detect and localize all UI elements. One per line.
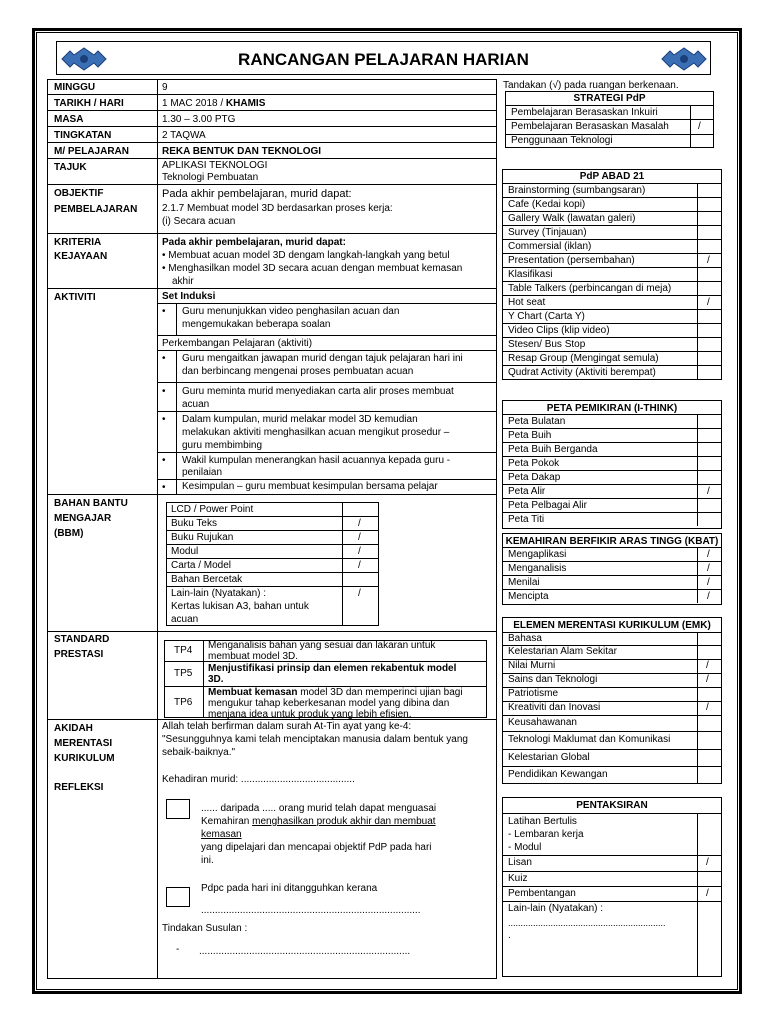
kbat-tick: / — [707, 591, 710, 602]
ditangguhkan-line: Pdpc pada hari ini ditangguhkan kerana — [201, 883, 378, 894]
ithink-title: PETA PEMIKIRAN (I-THINK) — [546, 403, 678, 414]
pentaksiran-tick-lisan: / — [706, 857, 709, 868]
perkembangan-item2-cont: acuan — [182, 399, 210, 410]
abad21-item: Brainstorming (sumbangsaran) — [508, 185, 646, 196]
abad21-item: Hot seat — [508, 297, 546, 308]
abad21-item: Y Chart (Carta Y) — [508, 311, 585, 322]
pentaksiran-lisan: Lisan — [508, 857, 532, 868]
pentaksiran-latihan: Latihan Bertulis — [508, 816, 577, 827]
ithink-item: Peta Buih — [508, 430, 552, 441]
bbm-item-bahan-bercetak: Bahan Bercetak — [171, 574, 243, 585]
emk-tick: / — [706, 660, 709, 671]
label-merentasi: MERENTASI — [54, 738, 113, 749]
page-title: RANCANGAN PELAJARAN HARIAN — [238, 50, 529, 69]
title-box — [56, 41, 711, 75]
bbm-tick-lain-lain: / — [358, 588, 361, 599]
emk-tick: / — [706, 702, 709, 713]
ornament-left-icon — [60, 46, 108, 72]
perkembangan-item5: Kesimpulan – guru membuat kesimpulan bersama pelajar — [182, 481, 438, 492]
bbm-tick-buku-teks: / — [358, 518, 361, 529]
emk-item: Bahasa — [508, 633, 542, 644]
label-standard: STANDARD — [54, 634, 110, 645]
ithink-item: Peta Bulatan — [508, 416, 566, 427]
kbat-tick: / — [707, 549, 710, 560]
refleksi-checkbox-1[interactable] — [166, 799, 190, 819]
abad21-item: Video Clips (klip video) — [508, 325, 610, 336]
bullet-icon: • — [162, 353, 166, 364]
label-aktiviti: AKTIVITI — [54, 292, 96, 303]
value-mata-pelajaran: REKA BENTUK DAN TEKNOLOGI — [162, 146, 322, 157]
kbat-item: Menilai — [508, 577, 540, 588]
abad21-item: Cafe (Kedai kopi) — [508, 199, 586, 210]
emk-item: Kelestarian Global — [508, 751, 590, 763]
label-tajuk: TAJUK — [54, 162, 87, 173]
label-prestasi: PRESTASI — [54, 649, 104, 660]
ithink-item: Peta Buih Berganda — [508, 444, 598, 455]
emk-item: Teknologi Maklumat dan Komunikasi — [508, 734, 671, 745]
perkembangan-item3-cont2: guru membimbing — [182, 440, 263, 451]
label-kurikulum: KURIKULUM — [54, 753, 115, 764]
tp4-line2: membuat model 3D. — [208, 651, 299, 662]
bbm-lain-detail: Kertas lukisan A3, bahan untuk — [171, 601, 309, 612]
perkembangan-item2: Guru meminta murid menyediakan carta alir proses membuat — [182, 386, 454, 397]
abad21-item: Stesen/ Bus Stop — [508, 339, 586, 350]
ithink-item: Peta Pokok — [508, 458, 560, 469]
label-pembelajaran: PEMBELAJARAN — [54, 204, 138, 215]
set-induksi-heading: Set Induksi — [162, 291, 216, 302]
pentaksiran-modul: - Modul — [508, 842, 542, 853]
tp6-line1: Membuat kemasan model 3D dan memperinci ujian bagi — [208, 687, 463, 698]
abad21-item: Gallery Walk (lawatan galeri) — [508, 213, 636, 224]
kehadiran-murid: Kehadiran murid: ......................................... — [162, 774, 355, 785]
abad21-item: Klasifikasi — [508, 269, 553, 280]
perkembangan-item4: Wakil kumpulan menerangkan hasil acuannya kepada guru - — [182, 455, 451, 466]
perkembangan-item3-cont1: melakukan aktiviti menghasilkan acuan mengikut prosedur – — [182, 427, 450, 438]
refleksi-line2: Kemahiran menghasilkan produk akhir dan membuat — [201, 816, 436, 827]
bullet-icon: • — [162, 306, 166, 317]
set-induksi-item-cont: mengemukakan beberapa soalan — [182, 319, 331, 330]
abad21-item: Qudrat Activity (Aktiviti berempat) — [508, 367, 656, 378]
pentaksiran-pembentangan: Pembentangan — [508, 888, 576, 899]
bbm-item-buku-teks: Buku Teks — [171, 518, 217, 529]
abad21-item: Resap Group (Mengingat semula) — [508, 353, 659, 364]
label-kriteria: KRITERIA — [54, 237, 102, 248]
strategi-item: Pembelajaran Berasaskan Inkuiri — [511, 107, 658, 118]
bbm-item-modul: Modul — [171, 546, 199, 557]
bbm-item-buku-rujukan: Buku Rujukan — [171, 532, 234, 543]
kbat-title: KEMAHIRAN BERFIKIR ARAS TINGG (KBAT) — [505, 536, 719, 547]
emk-title: ELEMEN MERENTASI KURIKULUM (EMK) — [513, 620, 711, 631]
tp6-line2: mengukur tahap keberkesanan model yang dibina dan — [208, 698, 450, 709]
objektif-sub: (i) Secara acuan — [162, 216, 236, 227]
akidah-line3: sebaik-baiknya." — [162, 747, 236, 758]
refleksi-checkbox-2[interactable] — [166, 887, 190, 907]
abad21-tick: / — [707, 255, 710, 266]
abad21-item: Commersial (iklan) — [508, 241, 592, 252]
tindakan-dots: ............................................................................ — [199, 946, 411, 957]
kriteria-bullet2: • Menghasilkan model 3D secara acuan dengan membuat kemasan — [162, 263, 463, 274]
ithink-item: Peta Alir — [508, 486, 546, 497]
kbat-item: Menganalisis — [508, 563, 567, 574]
value-tarikh: 1 MAC 2018 / KHAMIS — [162, 98, 266, 109]
emk-item: Patriotisme — [508, 688, 559, 699]
strategi-item: Penggunaan Teknologi — [511, 135, 613, 146]
ornament-right-icon — [660, 46, 708, 72]
tp5-line1: Menjustifikasi prinsip dan elemen rekabentuk model — [208, 663, 457, 674]
kbat-tick: / — [707, 563, 710, 574]
kriteria-bullet2-cont: akhir — [172, 276, 194, 287]
refleksi-line5: ini. — [201, 855, 214, 866]
objektif-item: 2.1.7 Membuat model 3D berdasarkan proses kerja: — [162, 203, 393, 214]
kbat-item: Mengaplikasi — [508, 549, 567, 560]
pentaksiran-dot: . — [508, 930, 511, 941]
refleksi-line1: ...... daripada ..... orang murid telah dapat menguasai — [201, 803, 437, 814]
strategi-item: Pembelajaran Berasaskan Masalah — [511, 121, 669, 132]
label-bahan-bantu: BAHAN BANTU — [54, 498, 128, 509]
bbm-item-carta-model: Carta / Model — [171, 560, 232, 571]
label-refleksi: REFLEKSI — [54, 782, 104, 793]
bbm-item-lcd: LCD / Power Point — [171, 504, 254, 515]
tp6-code: TP6 — [174, 697, 193, 708]
bbm-item-lain-lain: Lain-lain (Nyatakan) : — [171, 588, 267, 599]
label-tarikh: TARIKH / HARI — [54, 98, 124, 109]
value-masa: 1.30 – 3.00 PTG — [162, 114, 236, 125]
label-objektif: OBJEKTIF — [54, 188, 104, 199]
value-tingkatan: 2 TAQWA — [162, 130, 206, 141]
perkembangan-item1: Guru mengaitkan jawapan murid dengan tajuk pelajaran hari ini — [182, 353, 463, 364]
tp5-line2: 3D. — [208, 674, 224, 685]
perkembangan-heading: Perkembangan Pelajaran (aktiviti) — [162, 338, 313, 349]
label-mengajar: MENGAJAR — [54, 513, 112, 524]
label-bbm: (BBM) — [54, 528, 84, 539]
tp4-line1: Menganalisis bahan yang sesuai dan lakaran untuk — [208, 640, 436, 651]
abad21-tick: / — [707, 297, 710, 308]
kriteria-intro: Pada akhir pembelajaran, murid dapat: — [162, 237, 346, 248]
bbm-tick-carta-model: / — [358, 560, 361, 571]
emk-item: Pendidikan Kewangan — [508, 769, 608, 780]
tp6-line3: menjana idea untuk produk yang lebih efisien. — [208, 709, 412, 720]
bbm-tick-modul: / — [358, 546, 361, 557]
label-masa: MASA — [54, 114, 84, 125]
tajuk-line2: Teknologi Pembuatan — [162, 172, 259, 183]
ithink-tick: / — [707, 486, 710, 497]
abad21-item: Presentation (persembahan) — [508, 255, 635, 266]
bullet-icon: • — [162, 482, 166, 493]
label-mata-pelajaran: M/ PELAJARAN — [54, 146, 130, 157]
ithink-item: Peta Dakap — [508, 472, 561, 483]
emk-item: Nilai Murni — [508, 660, 556, 671]
value-minggu: 9 — [162, 82, 168, 93]
strategi-title: STRATEGI PdP — [573, 93, 646, 104]
pentaksiran-tick-pembentangan: / — [706, 888, 709, 899]
bbm-tick-buku-rujukan: / — [358, 532, 361, 543]
objektif-intro: Pada akhir pembelajaran, murid dapat: — [162, 188, 352, 200]
perkembangan-item4-cont: penilaian — [182, 467, 223, 478]
tp5-code: TP5 — [174, 668, 193, 679]
abad21-item: Table Talkers (perbincangan di meja) — [508, 283, 672, 294]
emk-item: Kreativiti dan Inovasi — [508, 702, 601, 713]
emk-tick: / — [706, 674, 709, 685]
label-minggu: MINGGU — [54, 82, 96, 93]
bullet-icon: • — [162, 386, 166, 397]
bbm-lain-detail-cont: acuan — [171, 614, 199, 625]
instruction-text: Tandakan (√) pada ruangan berkenaan. — [503, 80, 679, 91]
bullet-icon: • — [162, 414, 166, 425]
akidah-line2: "Sesungguhnya kami telah menciptakan manusia dalam bentuk yang — [162, 734, 468, 745]
tindakan-dash: - — [176, 944, 180, 955]
tajuk-line1: APLIKASI TEKNOLOGI — [162, 160, 268, 171]
tp4-code: TP4 — [174, 645, 193, 656]
ithink-item: Peta Titi — [508, 514, 545, 525]
label-akidah: AKIDAH — [54, 723, 93, 734]
pentaksiran-title: PENTAKSIRAN — [576, 800, 648, 811]
pentaksiran-kuiz: Kuiz — [508, 873, 528, 884]
emk-item: Kelestarian Alam Sekitar — [508, 646, 617, 657]
label-kejayaan: KEJAYAAN — [54, 251, 108, 262]
pentaksiran-lain: Lain-lain (Nyatakan) : — [508, 903, 604, 914]
refleksi-line4: yang dipelajari dan mencapai objektif PdP pada hari — [201, 842, 432, 853]
ditangguhkan-dots: ............................................................................... — [201, 905, 421, 916]
perkembangan-item1-cont: dan berbincang mengenai proses pembuatan acuan — [182, 366, 414, 377]
label-tingkatan: TINGKATAN — [54, 130, 112, 141]
pentaksiran-dots: ............................................................... — [508, 918, 666, 928]
tindakan-susulan: Tindakan Susulan : — [162, 923, 248, 934]
emk-item: Sains dan Teknologi — [508, 674, 598, 685]
emk-item: Keusahawanan — [508, 717, 577, 728]
kbat-item: Mencipta — [508, 591, 549, 602]
kbat-tick: / — [707, 577, 710, 588]
refleksi-line3: kemasan — [201, 829, 242, 840]
pentaksiran-lembaran: - Lembaran kerja — [508, 829, 584, 840]
set-induksi-item: Guru menunjukkan video penghasilan acuan dan — [182, 306, 400, 317]
bullet-icon: • — [162, 455, 166, 466]
abad21-title: PdP ABAD 21 — [579, 171, 645, 182]
kriteria-bullet1: • Membuat acuan model 3D dengam langkah-langkah yang betul — [162, 250, 450, 261]
perkembangan-item3: Dalam kumpulan, murid melakar model 3D kemudian — [182, 414, 418, 425]
abad21-item: Survey (Tinjauan) — [508, 227, 587, 238]
ithink-item: Peta Pelbagai Alir — [508, 500, 587, 511]
strategi-tick: / — [698, 121, 701, 132]
akidah-line1: Allah telah berfirman dalam surah At-Tin ayat yang ke-4: — [162, 721, 412, 732]
